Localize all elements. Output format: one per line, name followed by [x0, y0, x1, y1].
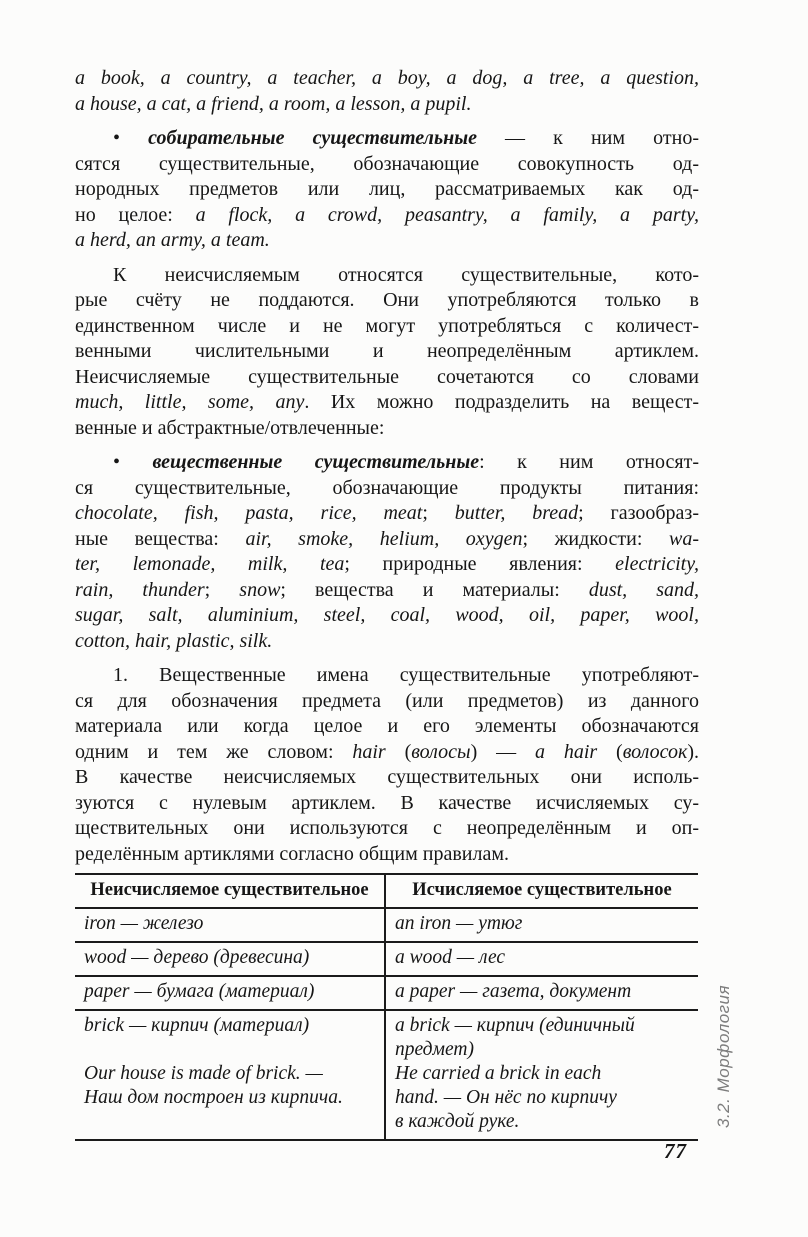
text-run: a hair — [534, 740, 598, 763]
text-line — [75, 527, 699, 553]
text-run: В качестве неисчисляемых существительных они исполь- — [75, 766, 699, 788]
cell-line: a paper — газета, документ — [395, 981, 632, 1002]
text-run: chocolate, fish, pasta, rice, meat — [75, 502, 423, 524]
text-run: ; газообраз- — [578, 502, 699, 524]
table-header-uncountable: Неисчисляемое существительное — [75, 874, 385, 908]
text-line — [75, 288, 699, 314]
text-line — [75, 314, 699, 340]
text-line — [75, 689, 699, 715]
text-run: венные и абстрактные/отвлеченные: — [75, 416, 385, 439]
text-run: ществительных они используются с неопределённым и оп- — [75, 817, 699, 839]
text-run: ( — [597, 740, 623, 763]
text-run: rain, thunder — [75, 578, 205, 601]
text-line — [75, 365, 699, 391]
text-line — [75, 740, 699, 766]
countable-cell — [385, 1010, 698, 1140]
text-line — [75, 450, 699, 476]
text-run: sugar, salt, aluminium, steel, coal, wood, oil, paper, wool, — [75, 604, 699, 626]
text-line — [75, 552, 699, 578]
countable-cell — [385, 908, 698, 942]
cell-line: brick — кирпич (материал) — [84, 1015, 310, 1036]
text-line — [75, 126, 699, 152]
text-line — [75, 203, 699, 229]
text-run: snow — [239, 578, 281, 601]
text-run: ( — [385, 740, 412, 763]
text-run: рые счёту не поддаются. Они употребляются только в — [75, 289, 699, 311]
text-run: но целое: — [75, 203, 196, 226]
text-run: ; — [204, 578, 240, 601]
uncountable-cell — [75, 908, 385, 942]
text-line — [75, 390, 699, 416]
paragraph — [75, 263, 699, 442]
text-run: нородных предметов или лиц, рассматриваемых как од- — [75, 178, 699, 200]
text-line — [75, 92, 699, 118]
text-line — [75, 663, 699, 689]
text-run: Неисчисляемые существительные сочетаются со словами — [75, 365, 699, 388]
text-line — [75, 714, 699, 740]
text-line — [75, 842, 699, 868]
text-run: ределённым артиклями согласно общим правилам. — [75, 842, 510, 865]
body-text — [75, 66, 699, 867]
countable-uncountable-table — [75, 873, 698, 1141]
table-header-countable: Исчисляемое существительное — [385, 874, 698, 908]
cell-line: предмет) — [395, 1039, 474, 1060]
text-run: a book, a country, a teacher, a boy, a dog, a tree, a question, — [75, 67, 699, 89]
text-run: ). — [687, 740, 699, 763]
page-number: 77 — [664, 1139, 687, 1163]
text-run: ; — [422, 502, 455, 524]
text-line — [75, 765, 699, 791]
text-line — [75, 578, 699, 604]
text-line — [75, 339, 699, 365]
text-run: . Их можно подразделить на вещест- — [304, 391, 699, 413]
countable-cell — [385, 942, 698, 976]
text-run: ) — — [470, 740, 535, 763]
cell-line: в каждой руке. — [395, 1111, 520, 1132]
text-run: — к ним отно- — [476, 127, 699, 149]
text-run: • — [113, 127, 149, 149]
text-run: ; жидкости: — [522, 527, 669, 550]
text-line — [75, 416, 699, 442]
text-run: air, smoke, helium, oxygen — [245, 527, 523, 550]
cell-line: paper — бумага (материал) — [84, 981, 315, 1002]
table-row — [75, 942, 698, 976]
text-line — [75, 501, 699, 527]
countable-cell — [385, 976, 698, 1010]
text-run: electricity, — [615, 553, 699, 575]
paragraph — [75, 450, 699, 654]
cell-line: an iron — утюг — [395, 913, 523, 934]
paragraph — [75, 66, 699, 117]
cell-line: Наш дом построен из кирпича. — [84, 1087, 343, 1108]
text-line — [75, 66, 699, 92]
cell-line: a wood — лес — [395, 947, 506, 968]
text-run: a herd, an army, a team. — [75, 229, 270, 251]
text-run: одним и тем же словом: — [75, 740, 353, 763]
table-row — [75, 908, 698, 942]
text-line — [75, 152, 699, 178]
section-sidebar-label: 3.2. Морфология — [714, 984, 733, 1128]
cell-line: wood — дерево (древесина) — [84, 947, 310, 968]
text-run: hair — [352, 740, 386, 763]
text-run: • — [113, 451, 153, 473]
text-run: butter, bread — [454, 502, 579, 524]
text-run: волосок — [622, 740, 688, 763]
text-run: К неисчисляемым относятся существительные, кото- — [113, 263, 699, 286]
paragraph — [75, 663, 699, 867]
text-run: ; вещества и материалы: — [280, 578, 589, 601]
text-run: ся существительные, обозначающие продукты питания: — [75, 476, 699, 499]
uncountable-cell — [75, 1010, 385, 1140]
text-run: ; природные явления: — [344, 553, 616, 575]
text-line — [75, 629, 699, 655]
text-line — [75, 228, 699, 254]
text-line — [75, 476, 699, 502]
text-line — [75, 263, 699, 289]
cell-line: a brick — кирпич (единичный — [395, 1015, 635, 1036]
text-run: сятся существительные, обозначающие совокупность од- — [75, 152, 699, 175]
text-run: much, little, some, any — [75, 391, 305, 413]
cell-line: hand. — Он нёс по кирпичу — [395, 1087, 617, 1108]
table-header-row — [75, 874, 698, 908]
text-run: dust, sand, — [588, 578, 700, 601]
table-row — [75, 1010, 698, 1140]
text-run: материала или когда целое и его элементы обозначаются — [75, 715, 699, 737]
text-run: единственном числе и не могут употребляться с количест- — [75, 314, 699, 337]
paragraph — [75, 126, 699, 254]
text-run: волосы — [411, 740, 471, 763]
text-line — [75, 791, 699, 817]
text-run: вещественные существительные — [152, 451, 480, 473]
text-run: собирательные существительные — [148, 127, 477, 149]
text-run: cotton, hair, plastic, silk. — [75, 629, 273, 652]
table-row — [75, 976, 698, 1010]
text-run: a flock, a crowd, peasantry, a family, a party, — [195, 203, 699, 226]
text-run: 1. Вещественные имена существительные употребляют- — [113, 664, 699, 686]
text-run: венными числительными и неопределённым артиклем. — [75, 340, 699, 362]
text-run: ные вещества: — [75, 527, 246, 550]
text-run: wa- — [669, 527, 699, 550]
text-run: ter, lemonade, milk, tea — [75, 553, 345, 575]
uncountable-cell — [75, 942, 385, 976]
uncountable-cell — [75, 976, 385, 1010]
cell-line: He carried a brick in each — [395, 1063, 602, 1084]
cell-line: iron — железо — [84, 913, 204, 934]
text-run: ся для обозначения предмета (или предметов) из данного — [75, 689, 699, 712]
text-line — [75, 603, 699, 629]
text-run: a house, a cat, a friend, a room, a lesson, a pupil. — [75, 92, 472, 115]
text-line — [75, 177, 699, 203]
cell-line: Our house is made of brick. — — [84, 1063, 323, 1084]
text-run: зуются с нулевым артиклем. В качестве исчисляемых су- — [75, 791, 699, 814]
cell-line — [84, 1038, 375, 1062]
text-run: : к ним относят- — [479, 451, 699, 473]
text-line — [75, 816, 699, 842]
